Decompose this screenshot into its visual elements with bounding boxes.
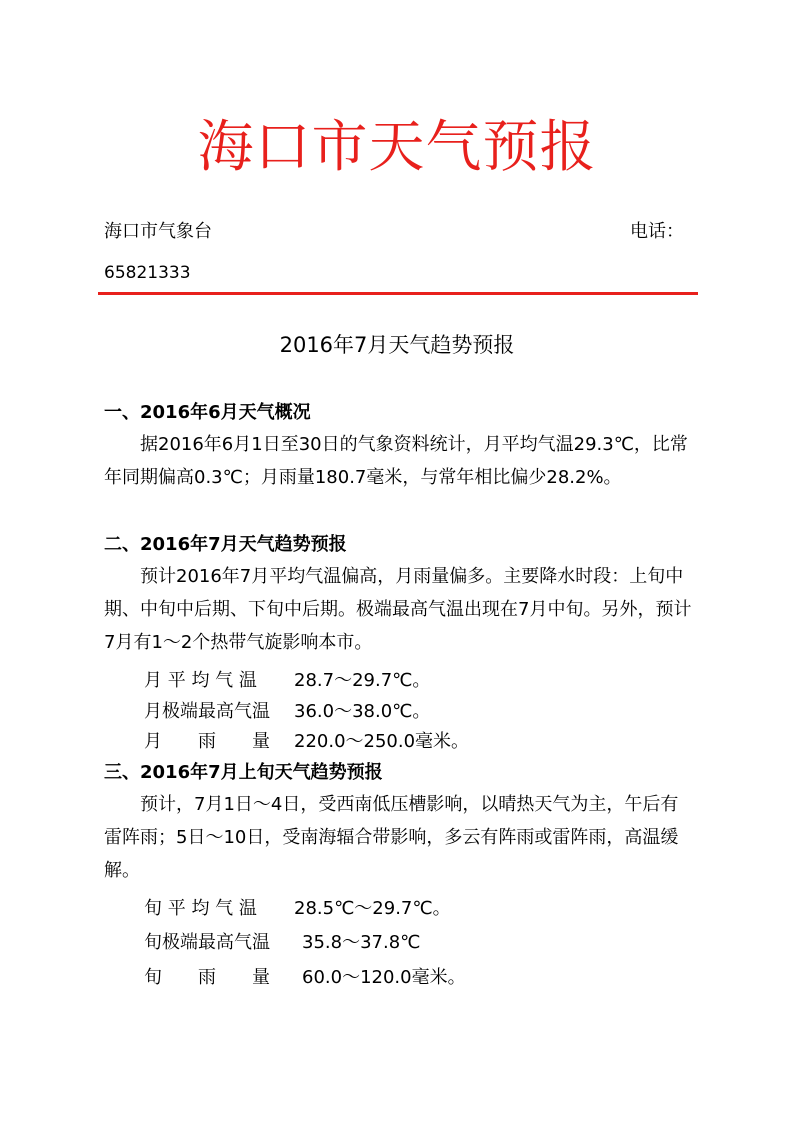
forecast-row — [144, 729, 469, 755]
section-heading-2: 二、2016年7月天气趋势预报 — [104, 534, 347, 555]
section-heading-3: 三、2016年7月上旬天气趋势预报 — [104, 762, 383, 783]
phone-number: 65821333 — [104, 263, 191, 283]
forecast-label: 月极端最高气温 — [144, 701, 270, 722]
forecast-row — [144, 965, 466, 991]
section-paragraph-3: 预计，7月1日～4日，受西南低压槽影响，以晴热天气为主，午后有雷阵雨；5日～10日，受南海辐合带影响，多云有阵雨或雷阵雨，高温缓解。 — [104, 794, 679, 881]
forecast-value: 36.0～38.0℃。 — [294, 701, 431, 722]
section-heading-1: 一、2016年6月天气概况 — [104, 402, 311, 423]
forecast-value: 220.0～250.0毫米。 — [294, 731, 470, 752]
phone-label: 电话： — [630, 221, 684, 242]
agency-name: 海口市气象台 — [104, 221, 212, 242]
forecast-label: 旬 雨 量 — [144, 967, 270, 988]
forecast-row — [144, 896, 451, 922]
forecast-row — [144, 930, 420, 956]
forecast-value: 60.0～120.0毫米。 — [302, 967, 466, 988]
forecast-row — [144, 668, 430, 694]
forecast-value: 28.7～29.7℃。 — [294, 670, 431, 691]
document-title: 2016年7月天气趋势预报 — [279, 333, 515, 357]
forecast-label: 月 平 均 气 温 — [144, 670, 257, 691]
forecast-value: 28.5℃～29.7℃。 — [294, 898, 451, 919]
section-paragraph-2: 预计2016年7月平均气温偏高，月雨量偏多。主要降水时段：上旬中期、中旬中后期、下旬中后期。极端最高气温出现在7月中旬。另外，预计7月有1～2个热带气旋影响本市。 — [104, 566, 692, 653]
forecast-row — [144, 699, 430, 725]
forecast-label: 旬极端最高气温 — [144, 932, 270, 953]
section-paragraph-1: 据2016年6月1日至30日的气象资料统计，月平均气温29.3℃，比常年同期偏高0.3℃；月雨量180.7毫米，与常年相比偏少28.2%。 — [104, 434, 688, 488]
masthead-title: 海口市天气预报 — [197, 115, 597, 180]
forecast-label: 旬 平 均 气 温 — [144, 898, 257, 919]
forecast-label: 月 雨 量 — [144, 731, 270, 752]
forecast-value: 35.8～37.8℃ — [302, 932, 421, 953]
header-divider — [98, 292, 698, 295]
